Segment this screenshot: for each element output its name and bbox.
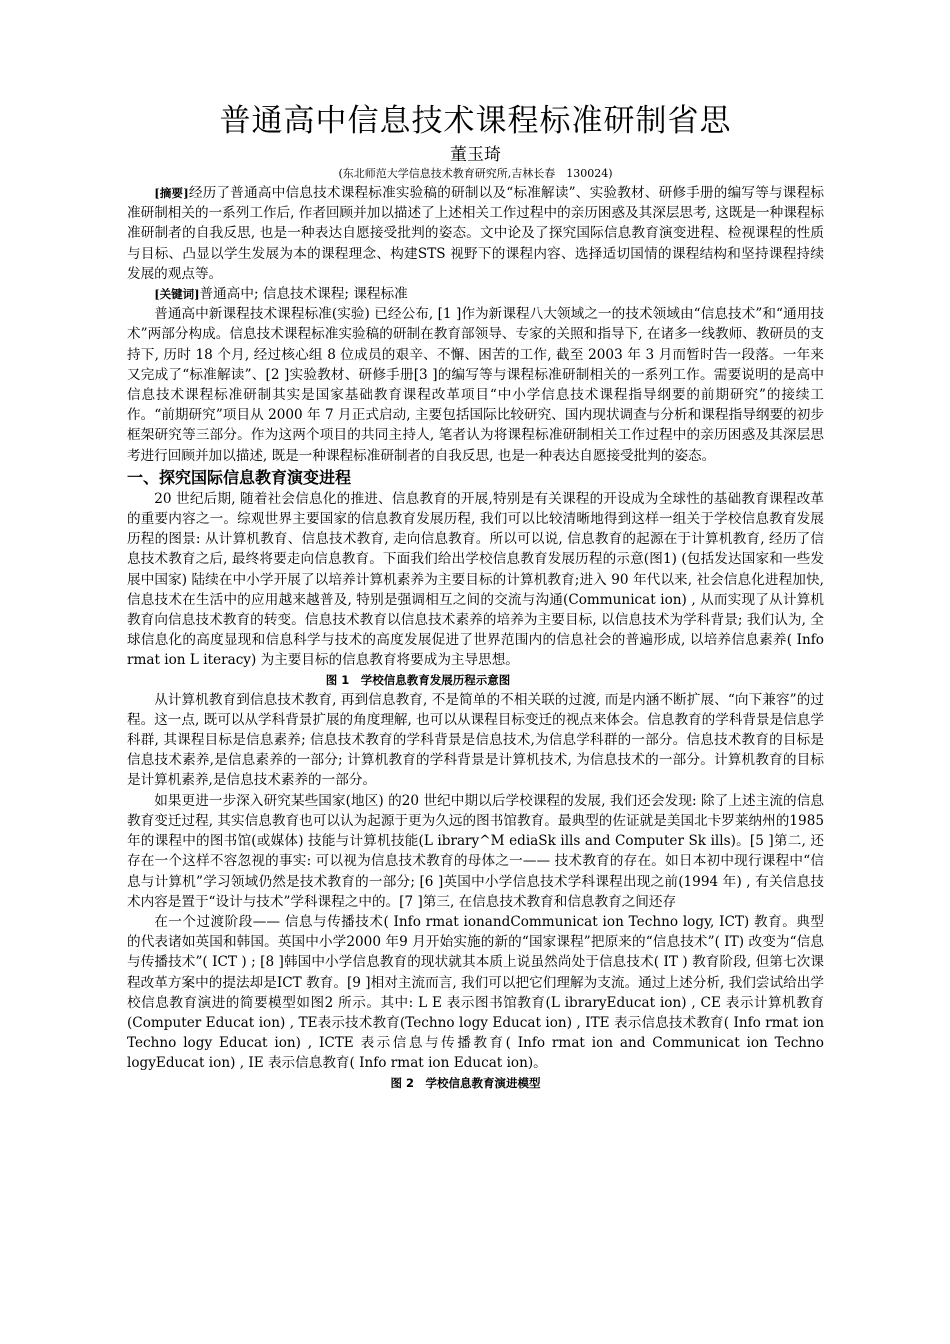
author-affiliation: (东北师范大学信息技术教育研究所,吉林长春 130024) bbox=[338, 167, 613, 180]
figure-caption: 图 2 学校信息教育演进模型 bbox=[390, 1075, 541, 1090]
body-paragraph: 从计算机教育到信息技术教育, 再到信息教育, 不是简单的不相关联的过渡, 而是内涵不断扩展、“向下兼容”的过程。这一点, 既可以从学科背景扩展的角度理解, 也可以从课程目标变迁的视点来体会。信息教育的学科背景是信息学科群, 其课程目标是信息素养; 信息技术教育的学科背景是信息技术,为信息学科群的一部分。信息技术教育的目标是信息技术素养,是信息素养的一部分; 计算机教育的学科背景是计算机技术, 为信息技术的一部分。计算机教育的目标是计算机素养,是信息技术素养的一部分。 bbox=[127, 691, 824, 789]
paper-page bbox=[127, 98, 824, 1093]
figure-caption: 图 1 学校信息教育发展历程示意图 bbox=[325, 672, 511, 687]
author-name: 董玉琦 bbox=[450, 145, 501, 165]
abstract-label: [摘要] bbox=[154, 186, 189, 200]
keywords bbox=[127, 284, 824, 304]
abstract bbox=[127, 183, 824, 284]
body-paragraph: 如果更进一步深入研究某些国家(地区) 的20 世纪中期以后学校课程的发展, 我们还会发现: 除了上述主流的信息教育变迁过程, 其实信息教育也可以认为起源于更为久远的图书馆教育。最典型的佐证就是美国北卡罗莱纳州的1985 年的课程中的图书馆(或媒体) 技能与计算机技能(L ibrary^M ediaSk ills and Computer Sk ills)。[5 ]第二, 还存在一个这样不容忽视的事实: 可以视为信息技术教育的母体之一—— 技术教育的存在。如日本初中现行课程中“信息与计算机”学习领域仍然是技术教育的一部分; [6 ]英国中小学信息技术学科课程出现之前(1994 年) , 有关信息技术内容是置于“设计与技术”学科课程之中的。[7 ]第三, 在信息技术教育和信息教育之间还存 bbox=[127, 792, 824, 910]
body-paragraph: 20 世纪后期, 随着社会信息化的推进、信息教育的开展,特别是有关课程的开设成为全球性的基础教育课程改革的重要内容之一。综观世界主要国家的信息教育发展历程, 我们可以比较清晰地得到这样一组关于学校信息教育发展历程的图景: 从计算机教育、信息技术教育, 走向信息教育。所以可以说, 信息教育的起源在于计算机教育, 经历了信息技术教育之后, 最终将要走向信息教育。下面我们给出学校信息教育发展历程的示意(图1) (包括发达国家和一些发展中国家) 陆续在中小学开展了以培养计算机素养为主要目标的计算机教育;进入 90 年代以来, 社会信息化进程加快, 信息技术在生活中的应用越来越普及, 特别是强调相互之间的交流与沟通(Communicat ion) , 从而实现了从计算机教育向信息技术教育的转变。信息技术教育以信息技术素养的培养为主要目标, 以信息技术为学科背景; 我们认为, 全球信息化的高度显现和信息科学与技术的高度发展促进了世界范围内的信息社会的普遍形成, 以培养信息素养( Info rmat ion L iteracy) 为主要目标的信息教育将要成为主导思想。 bbox=[127, 490, 824, 669]
intro-paragraph: 普通高中新课程技术课程标准(实验) 已经公布, [1 ]作为新课程八大领域之一的技术领域由“信息技术”和“通用技术”两部分构成。信息技术课程标准实验稿的研制在教育部领导、专家的关照和指导下, 在诸多一线教师、教研员的支持下, 历时 18 个月, 经过核心组 8 位成员的艰辛、不懈、困苦的工作, 截至 2003 年 3 月而暂时告一段落。一年来又完成了“标准解读”、[2 ]实验教材、研修手册[3 ]的编写等与课程标准研制相关的一系列工作。需要说明的是高中信息技术课程标准研制其实是国家基础教育课程改革项目“中小学信息技术课程指导纲要的前期研究”的接续工作。“前期研究”项目从 2000 年 7 月正式启动, 主要包括国际比较研究、国内现状调查与分析和课程指导纲要的初步框架研究等三部分。作为这两个项目的共同主持人, 笔者认为将课程标准研制相关工作过程中的亲历困惑及其深层思考进行回顾并加以描述, 既是一种课程标准研制者的自我反思, 也是一种表达自愿接受批判的姿态。 bbox=[127, 306, 824, 464]
keywords-label: [关键词] bbox=[154, 287, 200, 302]
paper-title: 普通高中信息技术课程标准研制省思 bbox=[219, 103, 732, 139]
body-paragraph: 在一个过渡阶段—— 信息与传播技术( Info rmat ionandCommunicat ion Techno logy, ICT) 教育。典型的代表诸如英国和韩国。英国中小学2000 年9 月开始实施的新的“国家课程”把原来的“信息技术”( IT) 改变为“信息与传播技术”( ICT ) ; [8 ]韩国中小学信息教育的现状就其本质上说虽然尚处于信息技术( IT ) 教育阶段, 但第七次课程改革方案中的提法却是ICT 教育。[9 ]相对主流而言, 我们可以把它们理解为支流。通过上述分析, 我们尝试给出学校信息教育演进的简要模型如图2 所示。其中: L E 表示图书馆教育(L ibraryEducat ion) , CE 表示计算机教育(Computer Educat ion) , TE表示技术教育(Techno logy Educat ion) , ITE 表示信息技术教育( Info rmat ion Techno logy Educat ion) , ICTE 表示信息与传播教育( Info rmat ion and Communicat ion Techno logyEducat ion) , IE 表示信息教育( Info rmat ion Educat ion)。 bbox=[127, 913, 824, 1072]
abstract-text: 经历了普通高中信息技术课程标准实验稿的研制以及“标准解读”、实验教材、研修手册的编写等与课程标准研制相关的一系列工作后, 作者回顾并加以描述了上述相关工作过程中的亲历困惑及其深层思考, 这既是一种课程标准研制者的自我反思, 也是一种表达自愿接受批判的姿态。文中论及了探究国际信息教育演变进程、检视课程的性质与目标、凸显以学生发展为本的课程理念、构建STS 视野下的课程内容、选择适切国情的课程结构和坚持课程持续发展的观点等。 bbox=[127, 185, 824, 282]
keywords-text: 普通高中; 信息技术课程; 课程标准 bbox=[199, 286, 408, 303]
section-heading: 一、探究国际信息教育演变进程 bbox=[127, 467, 352, 487]
